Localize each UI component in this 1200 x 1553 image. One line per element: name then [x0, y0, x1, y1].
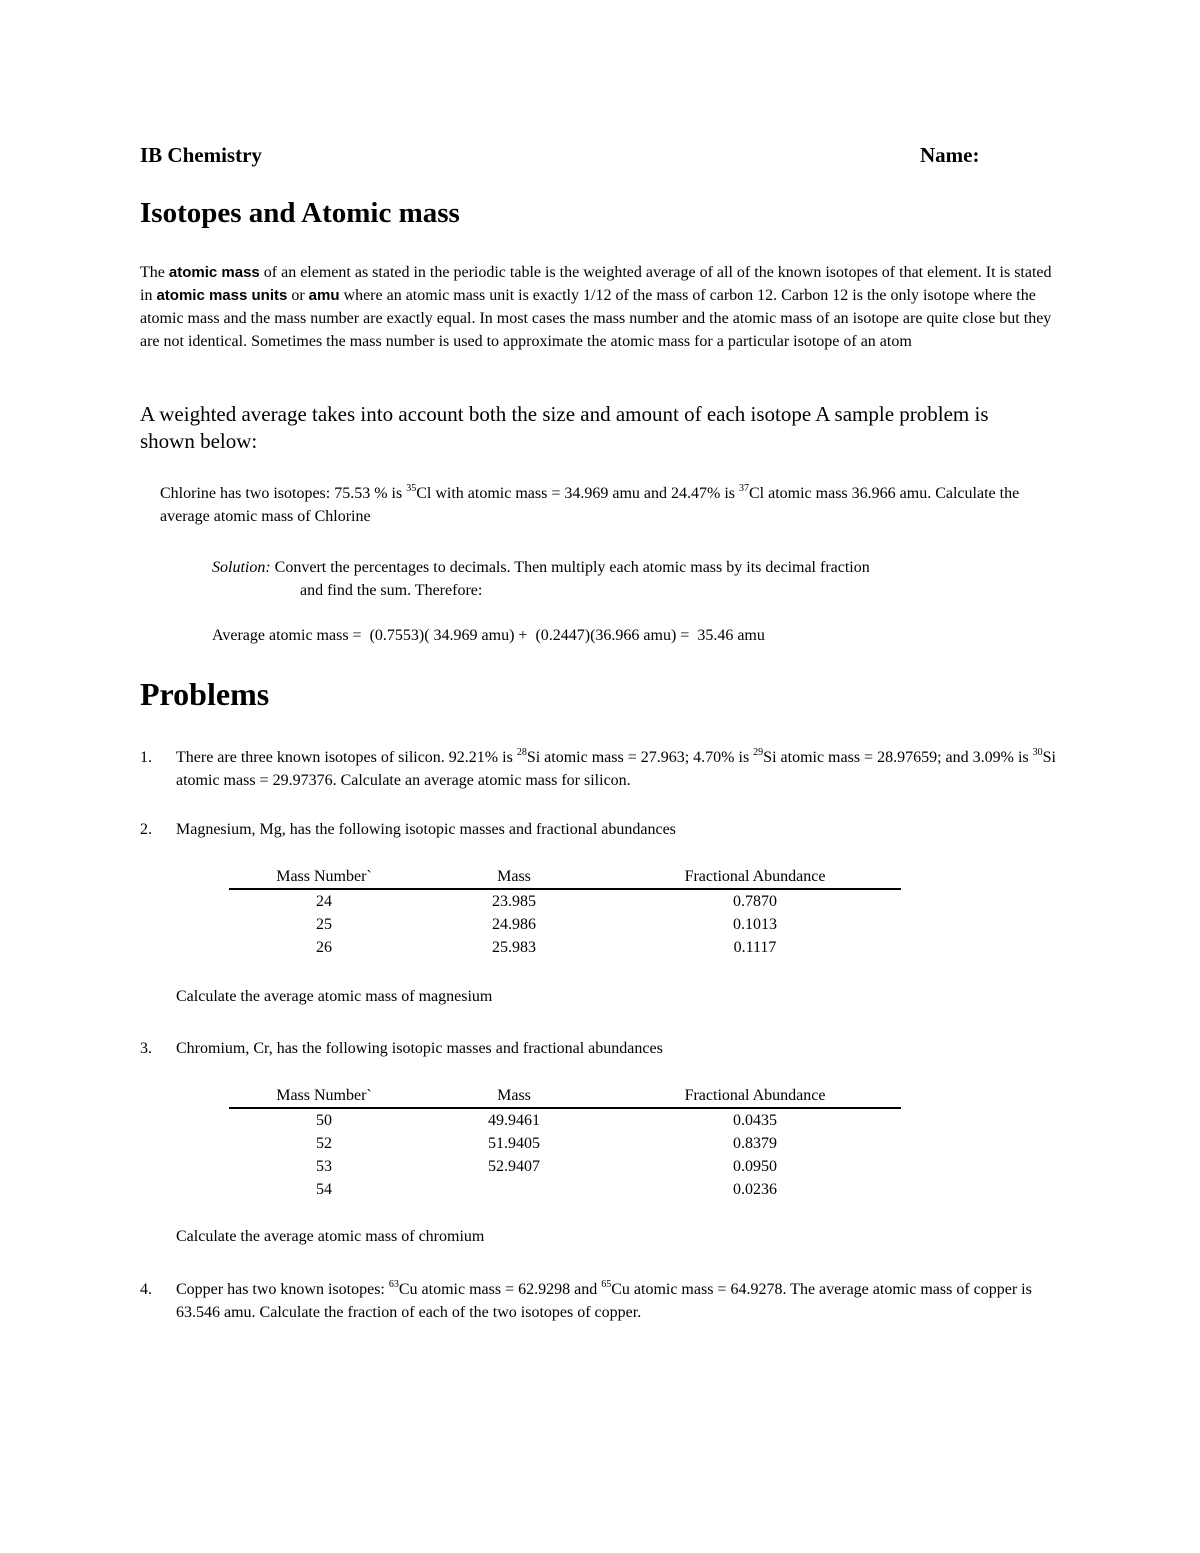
table-row: 50 49.9461 0.0435: [316, 1111, 777, 1129]
table-row: 52 51.9405 0.8379: [316, 1134, 777, 1152]
solution-label: Solution:: [212, 559, 271, 576]
table-row: 26 25.983 0.1117: [316, 938, 777, 956]
solution-block: Solution: Convert the percentages to decimals. Then multiply each atomic mass by its decimal fraction and find the sum. Therefore:: [212, 559, 870, 599]
term-atomic-mass-units: atomic mass units: [156, 287, 288, 304]
problems-heading: Problems: [140, 676, 270, 712]
page-title: Isotopes and Atomic mass: [140, 197, 460, 229]
column-header: Mass: [419, 1085, 609, 1108]
column-header: Fractional Abundance: [609, 1085, 901, 1108]
problem-number: 3.: [140, 1040, 152, 1057]
term-amu: amu: [308, 287, 340, 304]
problem-4: 4. Copper has two known isotopes: $^{63}$Cu atomic mass = 62.9298 and $^{65}$Cu atomic mass = 64.9278. The average atomic mass of copper is 63.546 amu. Calculate the fraction of each of the two isotopes of copper.: [140, 1279, 1032, 1321]
problem-1: 1. There are three known isotopes of silicon. 92.21% is $^{28}$Si atomic mass = 27.963; 4.70% is $^{29}$Si atomic mass = 28.97659; and 3.09% is $^{30}$Si atomic mass = 29.97376. Calculate an average atomic mass for silicon.: [140, 747, 1056, 789]
name-label: Name:: [920, 143, 980, 167]
magnesium-table: [229, 866, 901, 959]
problem-number: 2.: [140, 821, 152, 838]
column-header: Mass Number`: [229, 1085, 419, 1108]
term-atomic-mass: atomic mass: [168, 264, 260, 281]
column-header: Fractional Abundance: [609, 866, 901, 889]
chromium-table: [229, 1085, 901, 1201]
magnesium-instruction: Calculate the average atomic mass of magnesium: [176, 988, 493, 1005]
problem-number: 4.: [140, 1281, 152, 1298]
problem-number: 1.: [140, 749, 152, 766]
course-title: IB Chemistry: [140, 143, 262, 167]
table-row: 53 52.9407 0.0950: [316, 1157, 777, 1175]
table-row: 24 23.985 0.7870: [316, 892, 777, 910]
problem-2: 2. Magnesium, Mg, has the following isotopic masses and fractional abundances: [140, 818, 1060, 841]
column-header: Mass: [419, 866, 609, 889]
table-row: 25 24.986 0.1013: [316, 915, 777, 933]
average-equation: Average atomic mass = (0.7553)( 34.969 amu) + (0.2447)(36.966 amu) = 35.46 amu: [212, 627, 765, 644]
table-row: 54 0.0236: [316, 1180, 777, 1198]
column-header: Mass Number`: [229, 866, 419, 889]
weighted-average-statement: A weighted average takes into account both the size and amount of each isotope A sample problem is shown below:: [140, 402, 989, 453]
sample-problem: Chlorine has two isotopes: 75.53 % is $^{35}$Cl with atomic mass = 34.969 amu and 24.47% is $^{37}$Cl atomic mass 36.966 amu. Calculate the average atomic mass of Chlorine: [160, 483, 1020, 525]
intro-paragraph: The atomic mass of an element as stated in the periodic table is the weighted average of all of the known isotopes of that element. It is stated in atomic mass units or amu where an atomic mass unit is exactly 1/12 of the mass of carbon 12. Carbon 12 is the only isotope where the atomic mass and the mass number are exactly equal. In most cases the mass number and the atomic mass of an isotope are quite close but they are not identical. Sometimes the mass number is used to approximate the atomic mass for a particular isotope of an atom: [140, 264, 1052, 350]
problem-3: 3. Chromium, Cr, has the following isotopic masses and fractional abundances: [140, 1037, 1060, 1060]
chromium-instruction: Calculate the average atomic mass of chromium: [176, 1228, 485, 1245]
